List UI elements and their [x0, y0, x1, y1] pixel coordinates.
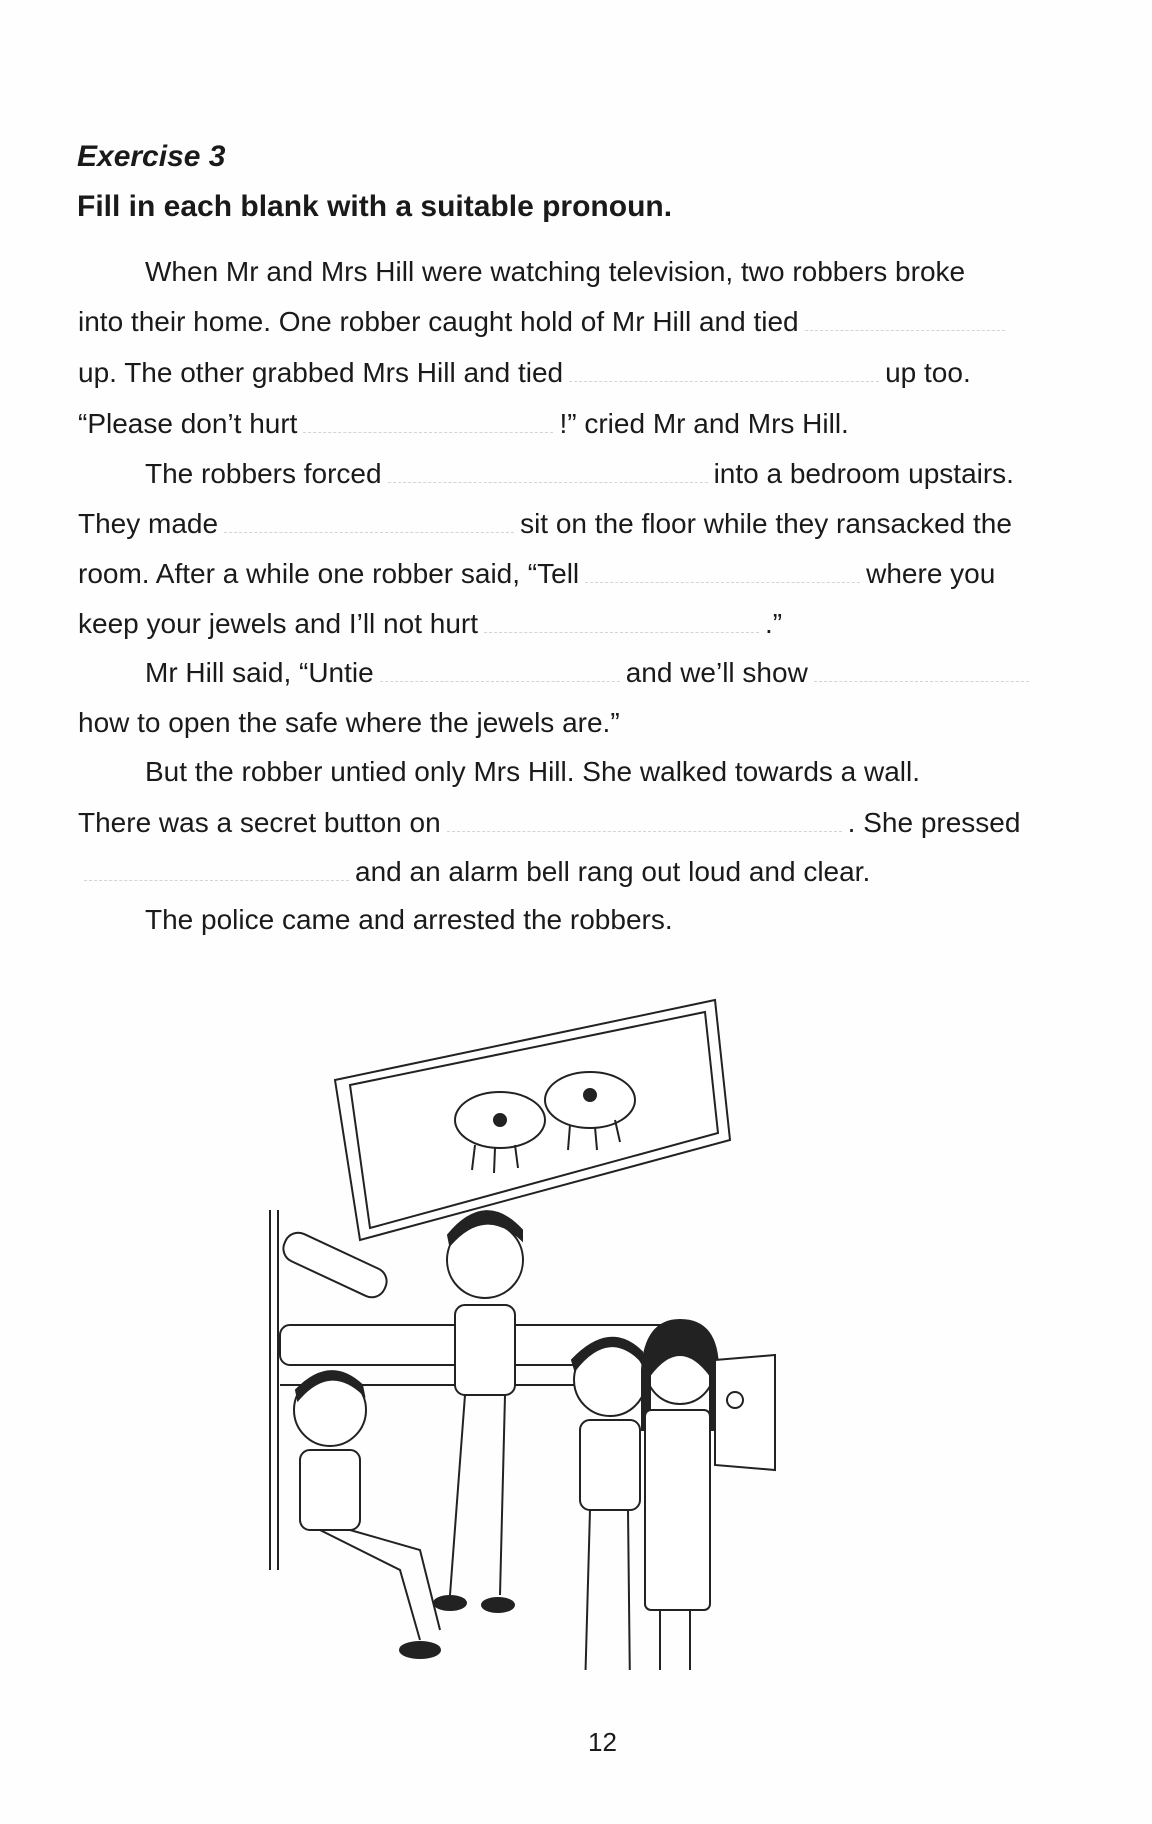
passage-line	[78, 607, 782, 641]
passage-line	[78, 356, 971, 390]
passage-line	[145, 903, 673, 937]
passage-text: Mr Hill said, “Untie	[145, 657, 374, 688]
passage-line	[78, 305, 1011, 339]
passage-text: There was a secret button on	[78, 807, 441, 838]
answer-blank-1[interactable]	[805, 308, 1005, 331]
passage-text: But the robber untied only Mrs Hill. She walked towards a wall.	[145, 756, 921, 787]
passage-text: into their home. One robber caught hold of Mr Hill and tied	[78, 306, 799, 337]
mrs-hill	[642, 1320, 718, 1670]
wall-panel-with-button	[715, 1355, 775, 1470]
answer-blank-4[interactable]	[388, 460, 708, 483]
passage-line	[145, 755, 920, 789]
passage-text: !” cried Mr and Mrs Hill.	[559, 408, 849, 439]
robber-holding-mrs-hill	[572, 1338, 646, 1670]
exercise-instruction: Fill in each blank with a suitable pronoun.	[77, 190, 673, 223]
answer-blank-11[interactable]	[84, 858, 349, 881]
answer-blank-6[interactable]	[585, 560, 860, 583]
passage-text: how to open the safe where the jewels are.”	[78, 707, 620, 738]
passage-text: “Please don’t hurt	[78, 408, 298, 439]
robber-standing	[434, 1211, 523, 1612]
passage-line	[78, 407, 849, 441]
answer-blank-9[interactable]	[814, 659, 1029, 682]
page-number: 12	[588, 1727, 617, 1757]
answer-blank-5[interactable]	[224, 510, 514, 533]
passage-text: sit on the floor while they ransacked the	[520, 508, 1012, 539]
passage-text: When Mr and Mrs Hill were watching television, two robbers broke	[145, 256, 966, 287]
passage-text: and we’ll show	[625, 657, 808, 688]
exercise-title: Exercise 3	[77, 140, 226, 173]
passage-text: . She pressed	[847, 807, 1021, 838]
passage-text: The robbers forced	[145, 458, 382, 489]
passage-line	[145, 255, 965, 289]
answer-blank-7[interactable]	[484, 610, 759, 633]
passage-line	[78, 557, 995, 591]
answer-blank-10[interactable]	[447, 809, 842, 832]
sheep-picture-frame	[335, 1000, 730, 1240]
passage-text: room. After a while one robber said, “Tell	[78, 558, 580, 589]
mr-hill-on-floor	[294, 1371, 440, 1658]
passage-line	[145, 656, 1035, 690]
robbery-illustration	[250, 990, 930, 1670]
passage-text: .”	[765, 608, 783, 639]
passage-line	[78, 806, 1020, 840]
passage-line	[78, 706, 620, 740]
answer-blank-8[interactable]	[380, 659, 620, 682]
answer-blank-3[interactable]	[303, 410, 553, 433]
passage-text: into a bedroom upstairs.	[713, 458, 1014, 489]
passage-line	[78, 507, 1012, 541]
passage-text: up too.	[885, 357, 971, 388]
passage-text: They made	[78, 508, 219, 539]
passage-text: keep your jewels and I’ll not hurt	[78, 608, 478, 639]
passage-text: up. The other grabbed Mrs Hill and tied	[78, 357, 564, 388]
passage-text: where you	[866, 558, 996, 589]
passage-line	[145, 457, 1014, 491]
passage-text: and an alarm bell rang out loud and clear.	[355, 856, 871, 887]
passage-line	[78, 855, 870, 889]
answer-blank-2[interactable]	[569, 359, 879, 382]
passage-text: The police came and arrested the robbers.	[145, 904, 673, 935]
